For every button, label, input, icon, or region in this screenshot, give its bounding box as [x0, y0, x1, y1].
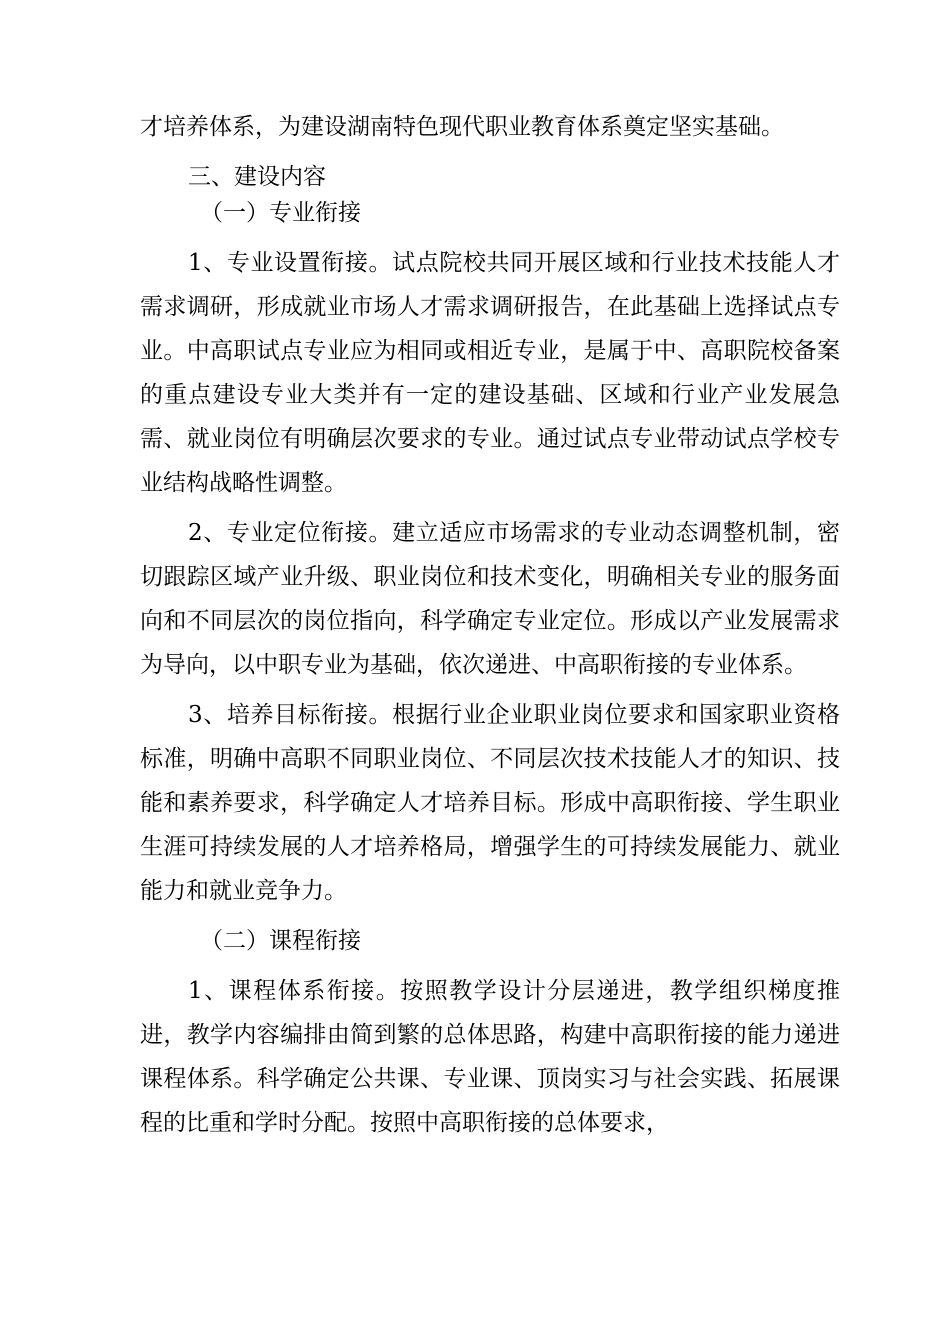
subsection-heading-major: （一）专业衔接: [200, 200, 361, 226]
subsection-heading-course: （二）课程衔接: [200, 928, 361, 954]
paragraph-course-system: 1、课程体系衔接。按照教学设计分层递进，教学组织梯度推进，教学内容编排由简到繁的总体思路，构建中高职衔接的能力递进课程体系。科学确定公共课、专业课、顶岗实习与社会实践、拓展课程的比重和学时分配。按照中高职衔接的总体要求，: [140, 978, 840, 1136]
paragraph-major-positioning: 2、专业定位衔接。建立适应市场需求的专业动态调整机制，密切跟踪区域产业升级、职业岗位和技术变化，明确相关专业的服务面向和不同层次的岗位指向，科学确定专业定位。形成以产业发展需求为导向，以中职专业为基础，依次递进、中高职衔接的专业体系。: [140, 520, 840, 678]
paragraph-continuation: 才培养体系，为建设湖南特色现代职业教育体系奠定坚实基础。: [140, 114, 784, 140]
document-page: [140, 105, 840, 1145]
paragraph-training-goal: 3、培养目标衔接。根据行业企业职业岗位要求和国家职业资格标准，明确中高职不同职业岗位、不同层次技术技能人才的知识、技能和素养要求，科学确定人才培养目标。形成中高职衔接、学生职业生涯可持续发展的人才培养格局，增强学生的可持续发展能力、就业能力和就业竞争力。: [140, 702, 840, 904]
section-heading: 三、建设内容: [188, 164, 326, 190]
paragraph-major-setting: 1、专业设置衔接。试点院校共同开展区域和行业技术技能人才需求调研，形成就业市场人才需求调研报告，在此基础上选择试点专业。中高职试点专业应为相同或相近专业，是属于中、高职院校备案的重点建设专业大类并有一定的建设基础、区域和行业产业发展急需、就业岗位有明确层次要求的专业。通过试点专业带动试点学校专业结构战略性调整。: [140, 250, 840, 496]
